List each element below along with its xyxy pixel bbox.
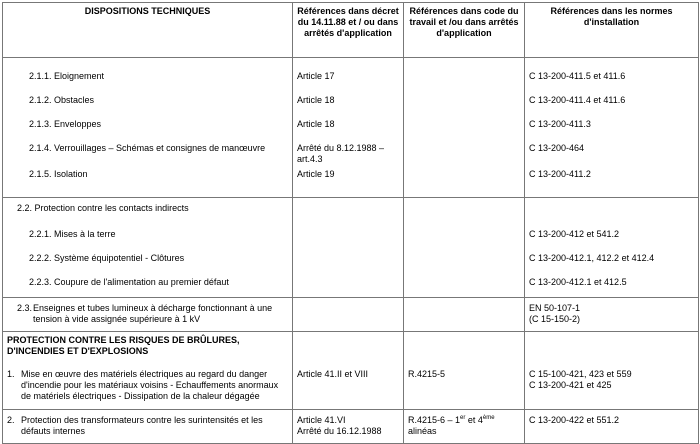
row-label: 2.1.3. Enveloppes xyxy=(3,106,293,130)
row-code xyxy=(404,197,525,221)
table-row xyxy=(3,58,699,83)
row-code xyxy=(404,297,525,331)
row-normes: EN 50-107-1 (C 15-150-2) xyxy=(525,297,699,331)
row-decret: Article 41.VI Arrêté du 16.12.1988 xyxy=(293,409,404,443)
row-label: 2.2.2. Système équipotentiel - Clôtures xyxy=(3,245,293,269)
row-code xyxy=(404,221,525,245)
row-code xyxy=(404,245,525,269)
row-normes: C 13-200-411.5 et 411.6 xyxy=(525,58,699,83)
section-header-row xyxy=(3,331,699,359)
row-normes: C 13-200-411.4 et 411.6 xyxy=(525,82,699,106)
header-row xyxy=(3,3,699,58)
table-row xyxy=(3,130,699,165)
row-decret: Article 41.II et VIII xyxy=(293,359,404,409)
row-normes: C 13-200-412.1, 412.2 et 412.4 xyxy=(525,245,699,269)
row-decret xyxy=(293,269,404,297)
row-label: 2.2.1. Mises à la terre xyxy=(3,221,293,245)
table-row xyxy=(3,245,699,269)
technical-dispositions-table xyxy=(2,2,699,444)
row-code: R.4215-5 xyxy=(404,359,525,409)
row-label: 2.1.4. Verrouillages – Schémas et consignes de manœuvre xyxy=(3,130,293,165)
row-code xyxy=(404,58,525,83)
row-normes: C 13-200-411.3 xyxy=(525,106,699,130)
table-row xyxy=(3,359,699,409)
row-label: 2.1.2. Obstacles xyxy=(3,82,293,106)
row-normes: C 13-200-464 xyxy=(525,130,699,165)
row-label: 2.2.3. Coupure de l'alimentation au premier défaut xyxy=(3,269,293,297)
row-number: 2. xyxy=(7,414,15,425)
row-label: 2.1.5. Isolation xyxy=(3,165,293,197)
row-label: 2. Protection des transformateurs contre les surintensités et les défauts internes xyxy=(3,409,293,443)
row-decret: Article 19 xyxy=(293,165,404,197)
row-code xyxy=(404,165,525,197)
table-row xyxy=(3,106,699,130)
row-code xyxy=(404,82,525,106)
row-decret: Article 18 xyxy=(293,82,404,106)
row-normes xyxy=(525,197,699,221)
header-code-travail-references: Références dans code du travail et /ou dans arrêtés d'application xyxy=(404,3,525,58)
row-code xyxy=(404,269,525,297)
header-decret-references: Références dans décret du 14.11.88 et / ou dans arrêtés d'application xyxy=(293,3,404,58)
header-dispositions: DISPOSITIONS TECHNIQUES xyxy=(3,3,293,58)
row-decret: Article 18 xyxy=(293,106,404,130)
table-row xyxy=(3,165,699,197)
row-normes: C 13-200-422 et 551.2 xyxy=(525,409,699,443)
row-decret: Arrêté du 8.12.1988 – art.4.3 xyxy=(293,130,404,165)
row-number: 1. xyxy=(7,369,15,379)
row-label: 2.2. Protection contre les contacts indirects xyxy=(3,197,293,221)
table-row xyxy=(3,269,699,297)
row-code: R.4215-6 – 1er et 4ème alinéas xyxy=(404,409,525,443)
table-row xyxy=(3,82,699,106)
row-normes: C 15-100-421, 423 et 559 C 13-200-421 et 425 xyxy=(525,359,699,409)
table-row xyxy=(3,221,699,245)
row-decret xyxy=(293,297,404,331)
table-row xyxy=(3,297,699,331)
section-title: PROTECTION CONTRE LES RISQUES DE BRÛLURES, D'INCENDIES ET D'EXPLOSIONS xyxy=(3,331,293,359)
table-row xyxy=(3,197,699,221)
row-decret xyxy=(293,245,404,269)
row-label: 2.1.1. Eloignement xyxy=(3,58,293,83)
row-label: 1. Mise en œuvre des matériels électriques au regard du danger d'incendie pour les matériaux voisins - Echauffements anormaux de matériels électriques - Dissipation de la chaleur dégagée xyxy=(3,359,293,409)
row-code xyxy=(404,106,525,130)
row-normes: C 13-200-412 et 541.2 xyxy=(525,221,699,245)
row-decret xyxy=(293,197,404,221)
row-label: 2.3. Enseignes et tubes lumineux à décharge fonctionnant à une tension à vide assignée supérieure à 1 kV xyxy=(3,297,293,331)
row-decret: Article 17 xyxy=(293,58,404,83)
table-row xyxy=(3,409,699,443)
row-decret xyxy=(293,221,404,245)
row-number: 2.3. xyxy=(17,302,33,313)
header-normes-references: Références dans les normes d'installation xyxy=(525,3,699,58)
row-code xyxy=(404,130,525,165)
row-normes: C 13-200-412.1 et 412.5 xyxy=(525,269,699,297)
row-normes: C 13-200-411.2 xyxy=(525,165,699,197)
